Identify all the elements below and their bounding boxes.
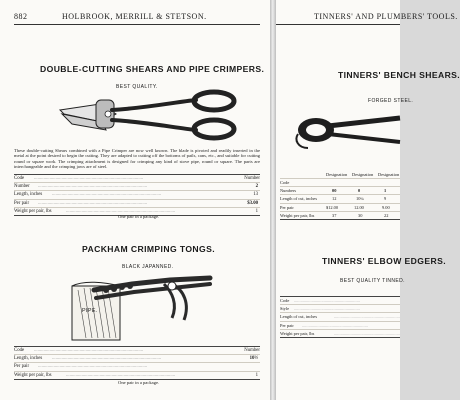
table-row: Code ............................................................ xyxy=(280,296,400,304)
table-row: Weight per pair, lbs ........................................................................................... 1 xyxy=(14,207,260,216)
bench-shears-illustration xyxy=(294,108,400,152)
right-page-header: TINNERS' AND PLUMBERS' TOOLS. xyxy=(314,12,458,21)
tongs-spec-table xyxy=(14,346,260,380)
double-cutting-shears-illustration xyxy=(56,90,252,140)
shears-quality: BEST QUALITY. xyxy=(116,84,158,90)
table-row: Weight per pair, lbs ............................................................ xyxy=(280,329,400,338)
tongs-title: PACKHAM CRIMPING TONGS. xyxy=(82,244,216,254)
table-row: Style ............................................................ xyxy=(280,304,400,312)
tongs-footer: One pair in a package. xyxy=(118,380,160,385)
table-row: Code xyxy=(280,178,400,186)
table-row: Length of cut, inches 12 10¼ 9 xyxy=(280,194,400,202)
snips-spec-table xyxy=(280,172,400,220)
shears-description: These double-cutting Shears combined with a Pipe Crimper are now well known. The blade is pivoted and readily inserted in the metal at the point desired to begin the cutting. They are adapted to cutting off the bottoms of pails, cans, etc., and suitable for cutting round or square work. The crimping attachment is designed for crimping any kind of stove pipe, round or square. The parts are interchangeable and the crimping jaws are of steel. xyxy=(14,148,260,170)
elbow-edgers-quality: BEST QUALITY TINNED. xyxy=(340,278,405,284)
table-row: Weight per pair, lbs 37 30 22 xyxy=(280,211,400,220)
elbow-spec-table xyxy=(280,296,400,338)
header-rule xyxy=(14,24,260,25)
table-row: Per pair $12.00 12.00 9.00 xyxy=(280,203,400,211)
elbow-edgers-title: TINNERS' ELBOW EDGERS. xyxy=(322,256,447,266)
crimping-tongs-illustration xyxy=(60,270,220,340)
snips-column-headers: Designation Designation Designation xyxy=(326,172,400,177)
right-catalog-page xyxy=(276,0,460,400)
table-row: Code ........................................................................................... Number xyxy=(14,348,260,353)
tongs-finish: BLACK JAPANNED. xyxy=(122,264,174,270)
pipe-label: PIPE. xyxy=(82,308,98,314)
table-row: Weight per pair, lbs ........................................................................................... 1 xyxy=(14,371,260,380)
table-row: Length of cut, inches ............................................................ xyxy=(280,314,400,320)
shears-title: DOUBLE-CUTTING SHEARS AND PIPE CRIMPERS. xyxy=(40,64,265,74)
table-row: Code ........................................................................................... Number xyxy=(14,176,260,181)
table-row: Number ........................................................................................... 2 xyxy=(14,184,258,190)
table-row: Per pair ........................................................................................... xyxy=(14,362,260,370)
page-header: HOLBROOK, MERRILL & STETSON. xyxy=(62,12,207,21)
table-row: Per pair ............................................................ xyxy=(280,321,400,329)
shears-spec-table xyxy=(14,174,260,216)
table-row: Numbers 00 0 1 xyxy=(280,186,400,194)
shears-footer: One pair in a package. xyxy=(118,214,160,219)
page-number: 882 xyxy=(14,12,28,21)
table-row: Per pair ........................................................................................... $3.00 xyxy=(14,200,258,206)
table-row: Length, inches ........................................................................................... 10½ xyxy=(14,356,258,362)
snips-title: TINNERS' BENCH SHEARS. xyxy=(338,70,460,80)
table-row: Length, inches ........................................................................................... 13 xyxy=(14,192,258,198)
snips-subtitle: FORGED STEEL. xyxy=(368,98,414,104)
right-header-rule xyxy=(276,24,400,25)
